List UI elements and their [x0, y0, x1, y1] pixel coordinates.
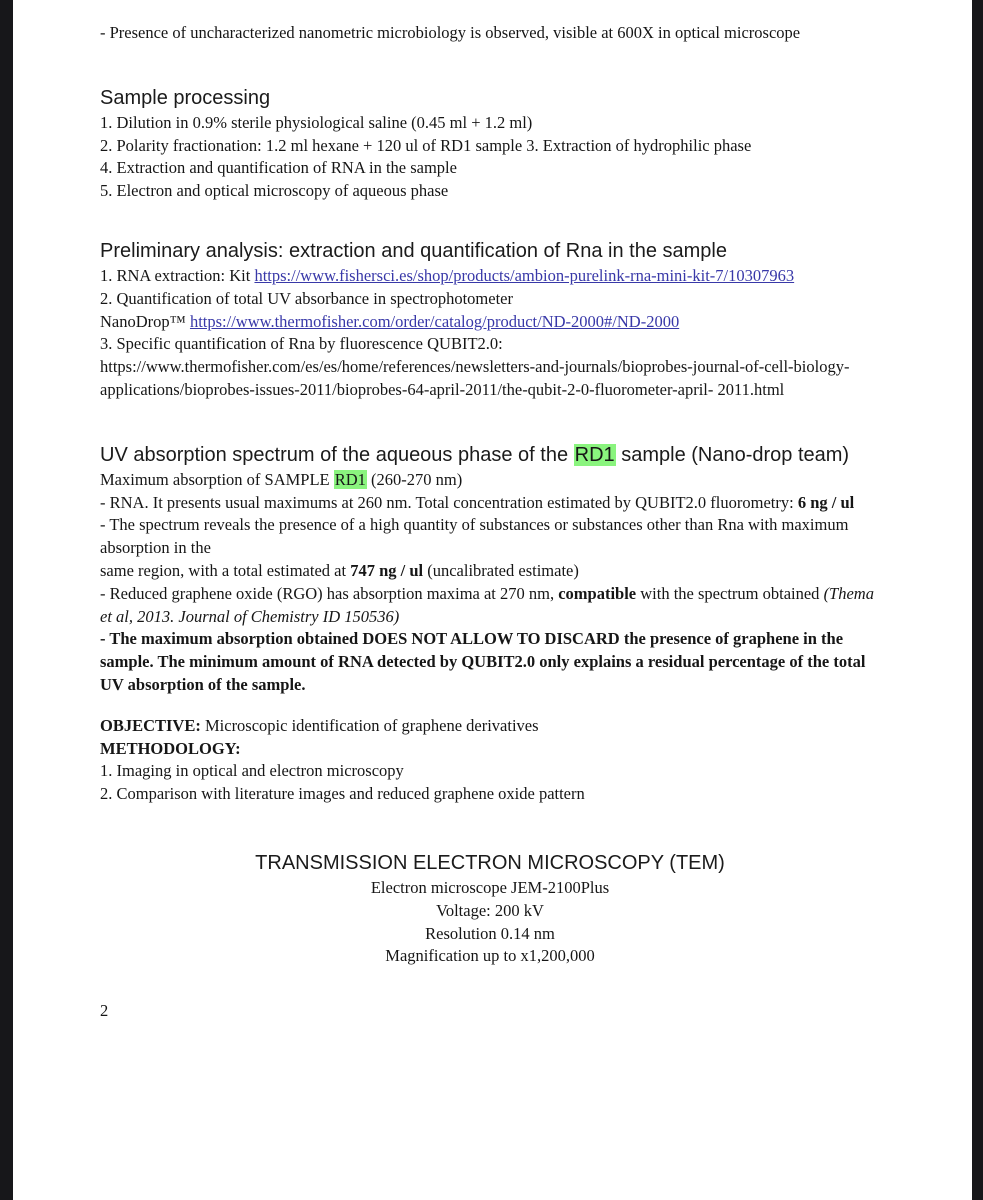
uv-analysis-text [100, 469, 880, 697]
list-item-rna-quantification: 4. Extraction and quantification of RNA in the sample [100, 158, 457, 178]
rgo-text: - Reduced graphene oxide (RGO) has absorption maxima at 270 nm, [100, 583, 559, 603]
rna-concentration-line [100, 492, 880, 515]
total-estimate-note: (uncalibrated estimate) [423, 560, 579, 580]
nanodrop-label: NanoDrop™ [100, 311, 190, 331]
heading-uv-absorption [100, 442, 880, 469]
heading-tem: TRANSMISSION ELECTRON MICROSCOPY (TEM) [255, 851, 725, 874]
list-item-qubit: 3. Specific quantification of Rna by fluorescence QUBIT2.0: [100, 334, 503, 354]
heading-preliminary-analysis: Preliminary analysis: extraction and quantification of Rna in the sample [100, 239, 727, 262]
list-item-microscopy: 5. Electron and optical microscopy of aqueous phase [100, 181, 449, 201]
methodology-item-imaging: 1. Imaging in optical and electron microscopy [100, 761, 404, 781]
max-absorption-line [100, 469, 880, 492]
tem-microscope-model: Electron microscope JEM-2100Plus [370, 877, 610, 897]
tem-voltage: Voltage: 200 kV [436, 900, 544, 920]
methodology-section [100, 738, 880, 806]
sample-processing-list [100, 112, 880, 203]
rd1-highlight: RD1 [574, 443, 615, 466]
objective-line [100, 715, 880, 738]
objective-label: OBJECTIVE: [100, 715, 201, 735]
methodology-item-comparison: 2. Comparison with literature images and reduced graphene oxide pattern [100, 784, 585, 804]
spectrum-reveals-line: - The spectrum reveals the presence of a high quantity of substances or substances other than Rna with maximum absorption in the [100, 515, 849, 558]
tem-resolution: Resolution 0.14 nm [425, 923, 555, 943]
rgo-text-mid: with the spectrum obtained [636, 583, 824, 603]
list-item-dilution: 1. Dilution in 0.9% sterile physiological saline (0.45 ml + 1.2 ml) [100, 112, 533, 132]
objective-text: Microscopic identification of graphene derivatives [200, 715, 539, 735]
page-number: 2 [100, 1001, 109, 1021]
rd1-highlight: RD1 [334, 469, 366, 489]
rgo-citation: (Thema et al, 2013. Journal of Chemistry ID 150536) [100, 583, 874, 626]
document-content [13, 0, 972, 1023]
rna-concentration-text: - RNA. It presents usual maximums at 260 nm. Total concentration estimated by QUBIT2.0 fluorometry: [100, 492, 798, 512]
list-item-uv-absorbance: 2. Quantification of total UV absorbance in spectrophotometer [100, 288, 513, 308]
total-estimate-value: 747 ng / ul [350, 560, 424, 580]
methodology-label: METHODOLOGY: [100, 738, 241, 758]
preliminary-analysis-list [100, 265, 880, 402]
list-item-rna-extraction [100, 265, 880, 288]
total-estimate-text: same region, with a total estimated at [100, 560, 351, 580]
max-absorption-range: (260-270 nm) [366, 469, 463, 489]
uv-heading-text: UV absorption spectrum of the aqueous phase of the [100, 443, 574, 466]
qubit-url-text: https://www.thermofisher.com/es/es/home/references/newsletters-and-journals/bioprobes-journal-of-cell-biology-applications/bioprobes-issues-2011/bioprobes-64-april-2011/the-qubit-2-0-fluorometer-april- 2011.html [100, 357, 850, 399]
rgo-line [100, 583, 880, 629]
tem-magnification: Magnification up to x1,200,000 [385, 946, 595, 966]
heading-sample-processing: Sample processing [100, 86, 271, 109]
rna-concentration-value: 6 ng / ul [797, 492, 855, 512]
list-item-fractionation: 2. Polarity fractionation: 1.2 ml hexane + 120 ul of RD1 sample 3. Extraction of hydrophilic phase [100, 135, 752, 155]
left-letterbox-bar [0, 0, 14, 1200]
uv-heading-text-end: sample (Nano-drop team) [615, 443, 850, 466]
conclusion-statement: - The maximum absorption obtained DOES NOT ALLOW TO DISCARD the presence of graphene in the sample. The minimum amount of RNA detected by QUBIT2.0 only explains a residual percentage of the total UV absorption of the sample. [100, 629, 866, 694]
list-item-nanodrop [100, 311, 880, 334]
fishersci-kit-link[interactable]: https://www.fishersci.es/shop/products/ambion-purelink-rna-mini-kit-7/10307963 [254, 265, 795, 285]
intro-paragraph: - Presence of uncharacterized nanometric microbiology is observed, visible at 600X in optical microscope [100, 23, 801, 42]
right-letterbox-bar [971, 0, 983, 1200]
max-absorption-text: Maximum absorption of SAMPLE [100, 469, 334, 489]
document-page [13, 0, 972, 1200]
tem-details [100, 877, 880, 968]
total-estimate-line [100, 560, 880, 583]
rna-extraction-label: 1. RNA extraction: Kit [100, 265, 255, 285]
rgo-compatible: compatible [558, 583, 637, 603]
nanodrop-product-link[interactable]: https://www.thermofisher.com/order/catalog/product/ND-2000#/ND-2000 [189, 311, 680, 331]
